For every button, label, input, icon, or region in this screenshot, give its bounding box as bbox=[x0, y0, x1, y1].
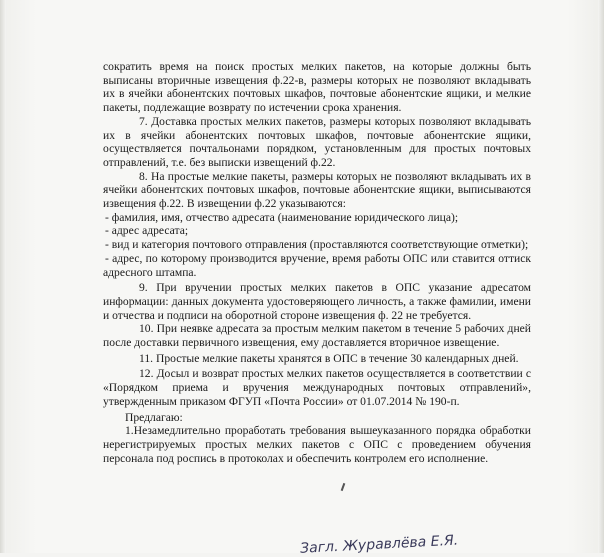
paragraph-11: 11. Простые мелкие пакеты хранятся в ОПС в течение 30 календарных дней. bbox=[139, 351, 519, 365]
paragraph-12: 12. Досыл и возврат простых мелких пакетов осуществляется в соответствии с «Порядком приема и вручения международных почтовых отправлений», утвержденным приказом ФГУП «Почта России» от 01.07.2014 № 190-п. bbox=[103, 367, 531, 408]
paragraph-7: 7. Доставка простых мелких пакетов, размеры которых позволяют вкладывать их в ячейки абонентских почтовых шкафов, почтовые абонентские ящики, осуществляется почтальонами порядком, установленным для простых почтовых отправлений, т.е. без выписки извещений ф.22. bbox=[103, 114, 531, 169]
scan-edge-left bbox=[0, 0, 6, 553]
list-item-category: - вид и категория почтового отправления (проставляются соответствующие отметки); bbox=[105, 238, 529, 252]
pen-mark bbox=[341, 483, 346, 491]
document-body bbox=[103, 60, 531, 465]
handwritten-signature: Загл. Журавлёва Е.Я. bbox=[299, 532, 459, 557]
scan-edge-right bbox=[598, 0, 604, 553]
paragraph-10: 10. При неявке адресата за простым мелким пакетом в течение 5 рабочих дней после доставки первичного извещения, ему доставляется вторичное извещение. bbox=[103, 322, 531, 350]
paragraph-9: 9. При вручении простых мелких пакетов в ОПС указание адресатом информации: данных документа удостоверяющего личность, а также фамилии, имени и отчества и подписи на оборотной стороне извещения ф. 22 не требуется. bbox=[103, 281, 531, 322]
list-item-name: - фамилия, имя, отчество адресата (наименование юридического лица); bbox=[105, 210, 459, 224]
proposal-item-1: 1.Незамедлительно проработать требования вышеуказанного порядка обработки нерегистрируемых простых мелких пакетов с ОПС с проведением обучения персонала под роспись в протоколах и обеспечить контролем его исполнение. bbox=[103, 424, 531, 465]
list-item-delivery-address: - адрес, по которому производится вручение, время работы ОПС или ставится оттиск адресного штампа. bbox=[103, 251, 531, 279]
paragraph-8: 8. На простые мелкие пакеты, размеры которых не позволяют вкладывать их в ячейки абонентских почтовых шкафов, почтовые абонентские ящики, выписываются извещения ф.22. В извещении ф.22 указываются: bbox=[103, 169, 531, 211]
propose-heading: Предлагаю: bbox=[125, 410, 183, 424]
paragraph-continuation: сократить время на поиск простых мелких пакетов, на которые должны быть выписаны вторичные извещения ф.22-в, размеры которых не позволяют вкладывать их в ячейки абонентских почтовых шкафов, почтовые абонентские ящики, и мелкие пакеты, подлежащие возврату по истечении срока хранения. bbox=[103, 60, 531, 115]
list-item-address: - адрес адресата; bbox=[105, 224, 189, 238]
